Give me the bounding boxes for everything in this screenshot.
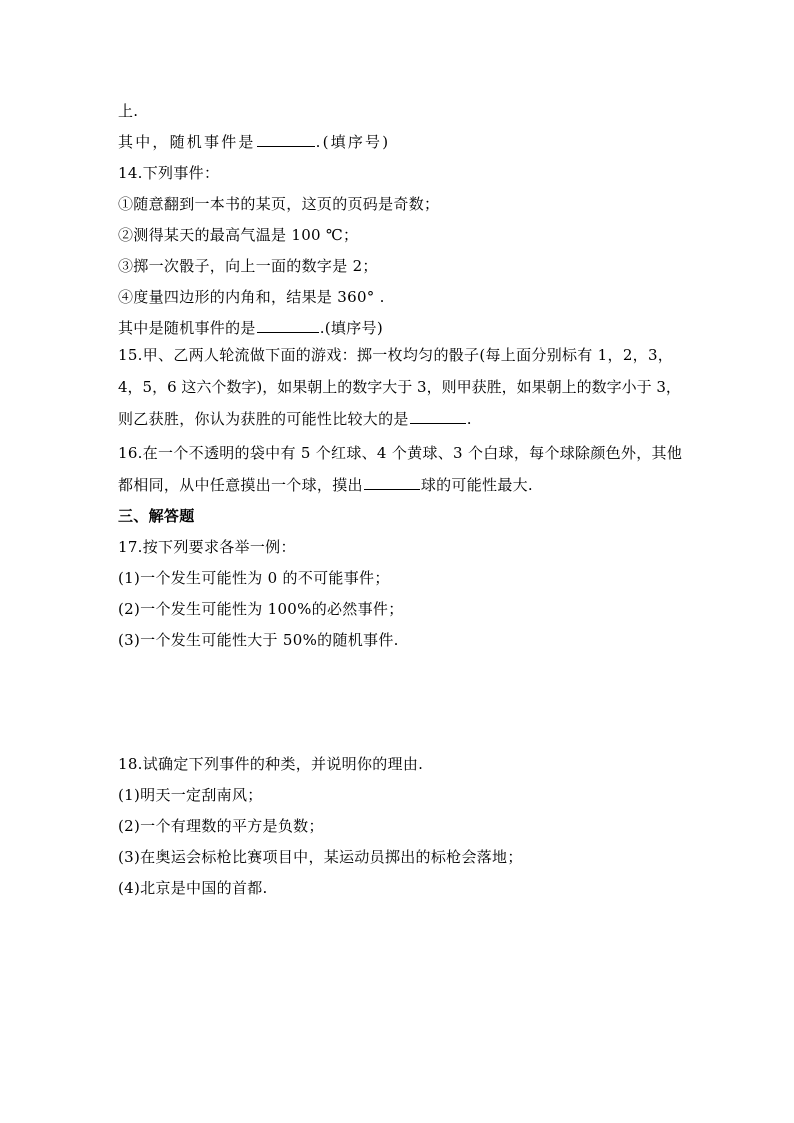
line-text: 17.按下列要求各举一例： bbox=[118, 538, 296, 556]
question-18-title bbox=[118, 754, 423, 774]
question-18-item-1 bbox=[118, 785, 263, 805]
question-18-item-4 bbox=[118, 878, 268, 898]
line-text: .(填序号) bbox=[319, 319, 383, 337]
line-text: 上. bbox=[118, 102, 139, 120]
question-16-line-2 bbox=[118, 475, 533, 495]
line-text: ④度量四边形的内角和，结果是 360° . bbox=[118, 288, 385, 306]
line-text: 18.试确定下列事件的种类，并说明你的理由. bbox=[118, 755, 424, 773]
event-item-2 bbox=[118, 225, 358, 245]
question-13-answer-line bbox=[118, 132, 390, 152]
question-17-item-1 bbox=[118, 568, 390, 588]
question-17-title bbox=[118, 537, 296, 557]
text-line bbox=[118, 101, 138, 121]
line-text: (1)一个发生可能性为 0 的不可能事件； bbox=[118, 569, 390, 587]
answer-blank[interactable] bbox=[410, 409, 466, 424]
line-text: 都相同，从中任意摸出一个球，摸出 bbox=[118, 476, 363, 494]
question-14-answer-line bbox=[118, 318, 383, 338]
question-14-title bbox=[118, 163, 219, 183]
question-15-line-3 bbox=[118, 409, 472, 429]
line-text: 其中是随机事件的是 bbox=[118, 319, 256, 337]
line-text: ③掷一次骰子，向上一面的数字是 2； bbox=[118, 257, 378, 275]
line-text: 球的可能性最大. bbox=[420, 476, 533, 494]
question-15-line-2 bbox=[118, 377, 681, 397]
line-text: ①随意翻到一本书的某页，这页的页码是奇数； bbox=[118, 195, 440, 213]
question-15-line-1 bbox=[118, 345, 673, 365]
line-text: (3)在奥运会标枪比赛项目中，某运动员掷出的标枪会落地； bbox=[118, 848, 523, 866]
line-text: .(填序号) bbox=[315, 133, 391, 151]
answer-blank[interactable] bbox=[257, 318, 319, 333]
event-item-4 bbox=[118, 287, 385, 307]
event-item-1 bbox=[118, 194, 439, 214]
question-18-item-2 bbox=[118, 816, 324, 836]
line-text: 则乙获胜，你认为获胜的可能性比较大的是 bbox=[118, 410, 409, 428]
question-17-item-3 bbox=[118, 630, 399, 650]
answer-blank[interactable] bbox=[364, 475, 420, 490]
line-text: (4)北京是中国的首都. bbox=[118, 879, 268, 897]
line-text: 三、解答题 bbox=[118, 507, 195, 525]
line-text: . bbox=[466, 410, 472, 428]
line-text: 14.下列事件： bbox=[118, 164, 220, 182]
line-text: (1)明天一定刮南风； bbox=[118, 786, 263, 804]
line-text: (2)一个有理数的平方是负数； bbox=[118, 817, 324, 835]
answer-blank[interactable] bbox=[257, 132, 315, 147]
line-text: 其中，随机事件是 bbox=[118, 133, 256, 151]
line-text: ②测得某天的最高气温是 100 ℃； bbox=[118, 226, 359, 244]
line-text: 16.在一个不透明的袋中有 5 个红球、4 个黄球、3 个白球，每个球除颜色外，其他 bbox=[118, 444, 683, 462]
question-16-line-1 bbox=[118, 443, 682, 463]
line-text: (2)一个发生可能性为 100%的必然事件； bbox=[118, 600, 404, 618]
line-text: (3)一个发生可能性大于 50%的随机事件. bbox=[118, 631, 399, 649]
event-item-3 bbox=[118, 256, 378, 276]
question-17-item-2 bbox=[118, 599, 404, 619]
line-text: 4，5，6 这六个数字)，如果朝上的数字大于 3，则甲获胜，如果朝上的数字小于 3， bbox=[118, 378, 681, 396]
section-heading bbox=[118, 506, 195, 526]
line-text: 15.甲、乙两人轮流做下面的游戏：掷一枚均匀的骰子(每上面分别标有 1，2，3， bbox=[118, 346, 674, 364]
question-18-item-3 bbox=[118, 847, 523, 867]
